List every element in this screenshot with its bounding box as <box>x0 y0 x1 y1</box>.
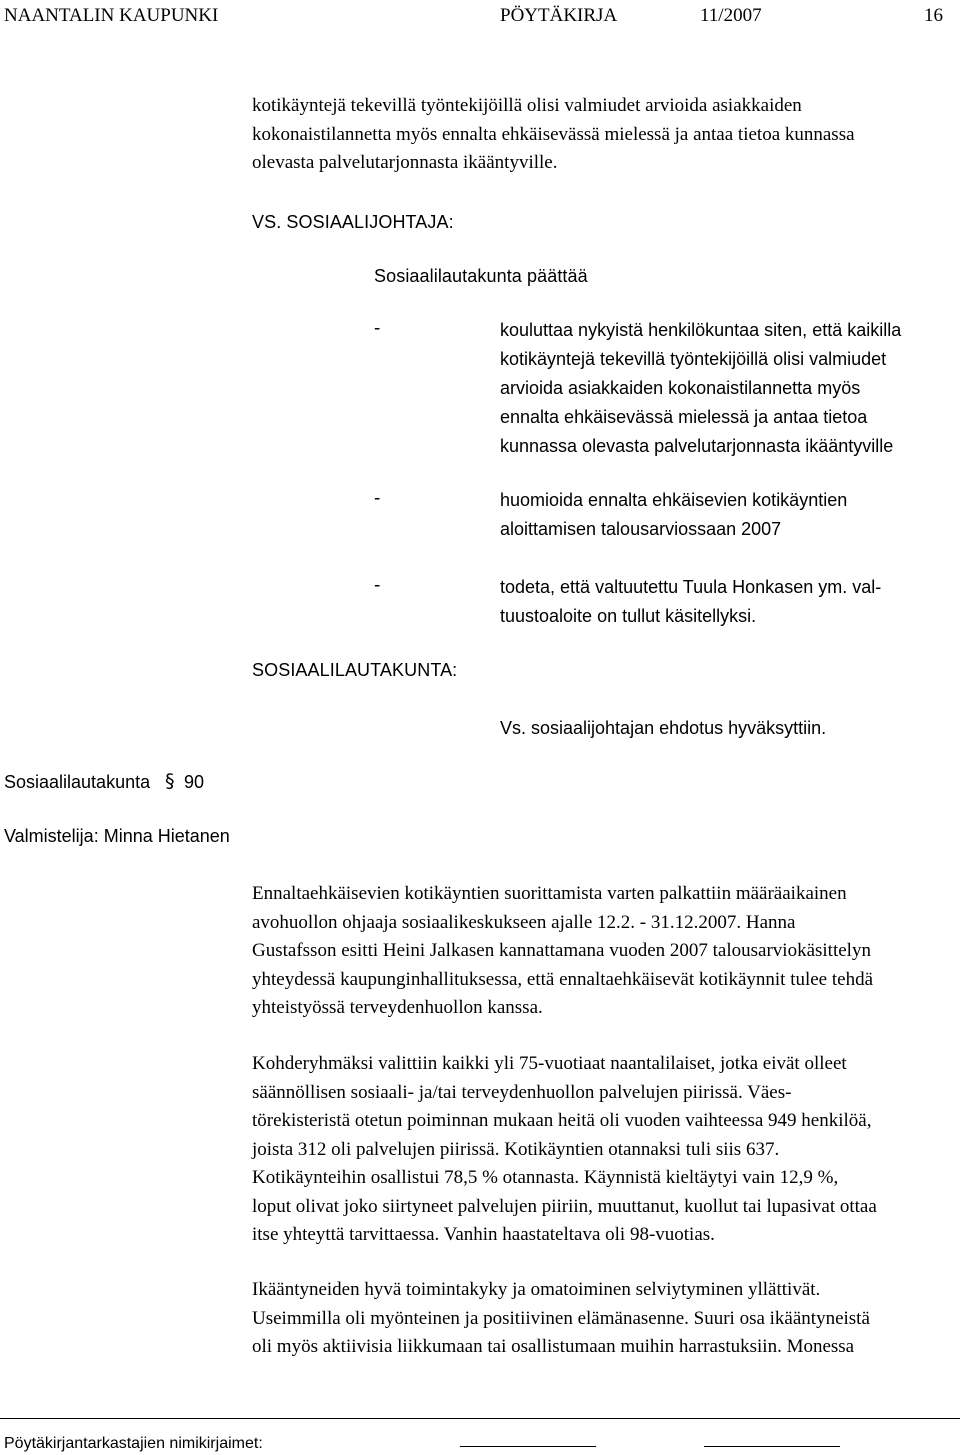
body-line: joista 312 oli palvelujen piirissä. Kotikäyntien otannaksi tuli siis 637. <box>252 1138 780 1160</box>
municipality-name: NAANTALIN KAUPUNKI <box>4 5 219 26</box>
section-label: Sosiaalilautakunta <box>4 772 151 792</box>
bullet-dash: - <box>374 575 381 596</box>
intro-line: olevasta palvelutarjonnasta ikääntyville. <box>252 152 558 173</box>
bullet-line: todeta, että valtuutettu Tuula Honkasen ym. val- <box>500 577 882 597</box>
body-paragraph <box>252 1276 870 1362</box>
bullet-line: kunnassa olevasta palvelutarjonnasta ikääntyville <box>500 436 894 456</box>
bullet-item <box>500 573 881 631</box>
body-line: törekisteristä otetun poiminnan mukaan heitä oli vuoden vaihteessa 949 henkilöä, <box>252 1110 872 1131</box>
body-line: Gustafsson esitti Heini Jalkasen kannattamana vuoden 2007 talousarviokäsittelyn <box>252 940 871 961</box>
intro-line: kokonaistilannetta myös ennalta ehkäisevässä mielessä ja antaa tietoa kunnassa <box>252 123 855 145</box>
body-line: avohuollon ohjaaja sosiaalikeskukseen ajalle 12.2. - 31.12.2007. Hanna <box>252 911 796 933</box>
body-paragraph <box>252 1050 877 1250</box>
board-decision: Vs. sosiaalijohtajan ehdotus hyväksyttiin. <box>500 718 827 738</box>
bullet-item <box>500 486 847 544</box>
body-line: säännöllisen sosiaali- ja/tai terveydenhuollon palvelujen piirissä. Väes- <box>252 1081 792 1103</box>
signature-line <box>704 1446 840 1447</box>
body-paragraph <box>252 880 873 1023</box>
document-type: PÖYTÄKIRJA <box>500 5 618 26</box>
preparer: Valmistelija: Minna Hietanen <box>4 826 230 846</box>
document-number: 11/2007 <box>700 5 762 26</box>
intro-line: kotikäyntejä tekevillä työntekijöillä olisi valmiudet arvioida asiakkaiden <box>252 95 802 116</box>
body-line: oli myös aktiivisia liikkumaan tai osallistumaan muihin harrastuksiin. Monessa <box>252 1336 855 1357</box>
bullet-dash: - <box>374 318 381 339</box>
body-line: loput olivat joko siirtyneet palvelujen piiriin, muuttanut, kuollut tai lupasivat ottaa <box>252 1195 877 1217</box>
signature-line <box>460 1446 596 1447</box>
body-line: itse yhteyttä tarvittaessa. Vanhin haastateltava oli 98-vuotias. <box>252 1224 715 1245</box>
bullet-line: kotikäyntejä tekevillä työntekijöillä olisi valmiudet <box>500 349 887 369</box>
bullet-dash: - <box>374 488 381 509</box>
footer-divider <box>0 1418 960 1419</box>
body-line: Kohderyhmäksi valittiin kaikki yli 75-vuotiaat naantalilaiset, jotka eivät olleet <box>252 1053 847 1074</box>
decision-intro: Sosiaalilautakunta päättää <box>374 266 588 286</box>
section-sign-icon: § <box>165 770 175 792</box>
body-line: Useimmilla oli myönteinen ja positiivinen elämänasenne. Suuri osa ikääntyneistä <box>252 1307 870 1329</box>
body-line: Ennaltaehkäisevien kotikäyntien suorittamista varten palkattiin määräaikainen <box>252 883 847 904</box>
body-line: Kotikäynteihin osallistui 78,5 % otannasta. Käynnistä kieltäytyi vain 12,9 %, <box>252 1167 839 1188</box>
body-line: Ikääntyneiden hyvä toimintakyky ja omatoiminen selviytyminen yllättivät. <box>252 1279 821 1300</box>
bullet-line: kouluttaa nykyistä henkilökuntaa siten, että kaikilla <box>500 320 902 340</box>
body-line: yhteistyössä terveydenhuollon kanssa. <box>252 997 543 1018</box>
bullet-line: huomioida ennalta ehkäisevien kotikäyntien <box>500 490 848 510</box>
proposal-heading: VS. SOSIAALIJOHTAJA: <box>252 212 454 232</box>
board-heading: SOSIAALILAUTAKUNTA: <box>252 660 458 680</box>
bullet-item <box>500 316 901 461</box>
body-line: yhteydessä kaupunginhallituksessa, että ennaltaehkäisevät kotikäynnit tulee tehdä <box>252 968 874 990</box>
signature-label: Pöytäkirjantarkastajien nimikirjaimet: <box>4 1435 263 1452</box>
intro-paragraph <box>252 92 855 178</box>
page-number: 16 <box>924 5 943 26</box>
bullet-line: tuustoaloite on tullut käsitellyksi. <box>500 606 757 626</box>
bullet-line: aloittamisen talousarviossaan 2007 <box>500 519 782 539</box>
bullet-line: ennalta ehkäisevässä mielessä ja antaa tietoa <box>500 407 868 427</box>
bullet-line: arvioida asiakkaiden kokonaistilannetta myös <box>500 378 861 398</box>
section-number: 90 <box>184 772 205 792</box>
